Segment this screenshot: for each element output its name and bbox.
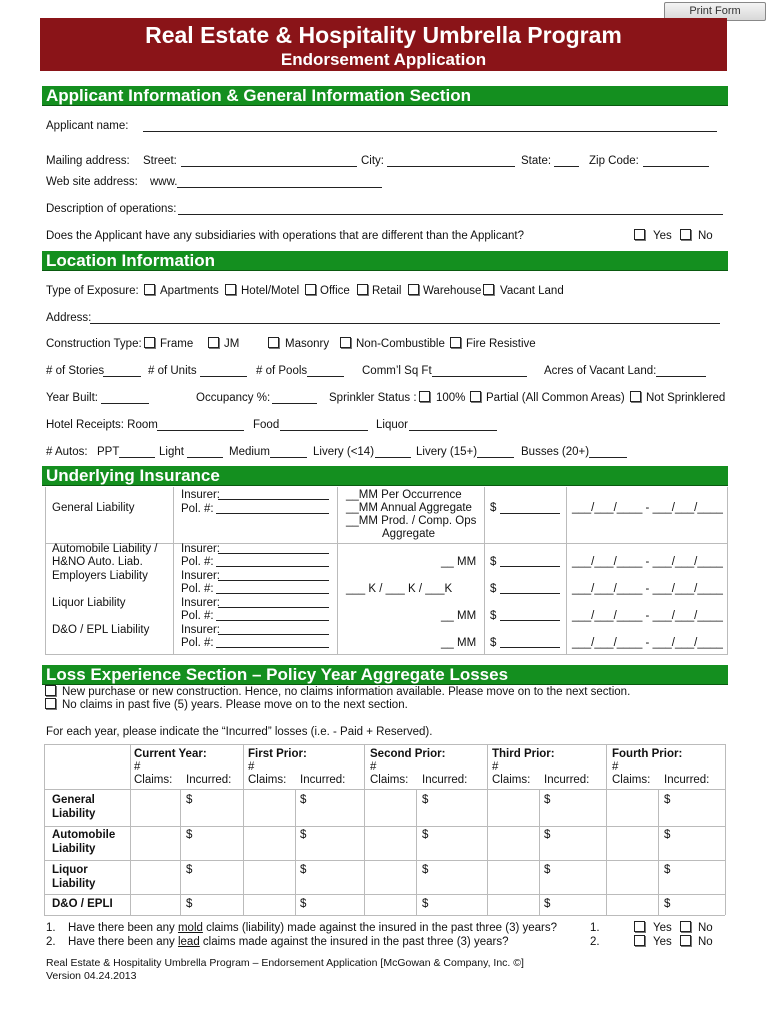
incurred-fourth: Incurred: — [664, 774, 710, 786]
apartments-label: Apartments — [160, 285, 219, 297]
loss-row-gl-1: General — [52, 794, 95, 806]
el-limit[interactable]: ___ K / ___ K / ___K — [346, 583, 453, 595]
livery14-label: Livery (<14) — [313, 446, 375, 458]
website-field[interactable] — [177, 178, 382, 188]
city-label: City: — [361, 155, 384, 167]
sprinkler-label: Sprinkler Status : — [329, 392, 417, 404]
gl-incurred-third[interactable]: $ — [544, 794, 551, 806]
incurred-second: Incurred: — [422, 774, 468, 786]
do-incurred-fourth[interactable]: $ — [664, 898, 671, 910]
gl-incurred-second[interactable]: $ — [422, 794, 429, 806]
no-claims-label: No claims in past five (5) years. Please move on to the next section. — [62, 699, 408, 711]
q2-pre: Have there been any — [68, 936, 178, 948]
auto-incurred-current[interactable]: $ — [186, 829, 193, 841]
header-banner — [40, 18, 727, 71]
footer-version: Version 04.24.2013 — [46, 970, 137, 982]
description-label: Description of operations: — [46, 203, 177, 215]
state-field[interactable] — [554, 157, 579, 167]
units-label: # of Units — [148, 365, 197, 377]
mailing-address-label: Mailing address: — [46, 155, 130, 167]
auto-premium-field[interactable] — [500, 557, 560, 567]
print-form-button[interactable]: Print Form — [664, 2, 766, 21]
liquor-dates[interactable]: ___/___/____ - ___/___/____ — [572, 610, 723, 622]
auto-limit[interactable]: __ MM — [441, 556, 477, 568]
livery14-field[interactable] — [375, 448, 411, 458]
liquor-incurred-third[interactable]: $ — [544, 864, 551, 876]
footer-line1: Real Estate & Hospitality Umbrella Program – Endorsement Application [McGowan & Company, Inc. ©] — [46, 957, 524, 969]
auto-name-1: Automobile Liability / — [52, 543, 158, 555]
year-fourth: Fourth Prior: — [612, 748, 683, 760]
gl-pol-field[interactable] — [216, 504, 329, 514]
hash-fourth: # — [612, 761, 619, 773]
hash-first: # — [248, 761, 255, 773]
light-field[interactable] — [187, 448, 223, 458]
year-second: Second Prior: — [370, 748, 446, 760]
incurred-current: Incurred: — [186, 774, 232, 786]
liquor-insurer-field[interactable] — [218, 598, 329, 608]
loss-instruction: For each year, please indicate the “Incurred” losses (i.e. - Paid + Reserved). — [46, 726, 433, 738]
livery15-label: Livery (15+) — [416, 446, 478, 458]
address-label: Address: — [46, 312, 92, 324]
fire-resistive-checkbox[interactable] — [450, 337, 461, 348]
q1-key: mold — [177, 922, 203, 934]
hash-second: # — [370, 761, 377, 773]
sprinkler-100-label: 100% — [436, 392, 466, 404]
claims-first: Claims: — [248, 774, 287, 786]
do-incurred-second[interactable]: $ — [422, 898, 429, 910]
subsidiaries-no-checkbox[interactable] — [680, 229, 691, 240]
claims-second: Claims: — [370, 774, 409, 786]
do-dates[interactable]: ___/___/____ - ___/___/____ — [572, 637, 723, 649]
warehouse-checkbox[interactable] — [408, 284, 419, 295]
sqft-field[interactable] — [432, 367, 527, 377]
liquor-incurred-current[interactable]: $ — [186, 864, 193, 876]
units-field[interactable] — [200, 367, 247, 377]
do-insurer-field[interactable] — [218, 625, 329, 635]
applicant-name-label: Applicant name: — [46, 120, 129, 132]
yes-label: Yes — [653, 230, 672, 242]
sprinkler-none-checkbox[interactable] — [630, 391, 641, 402]
website-label: Web site address: — [46, 176, 138, 188]
frame-checkbox[interactable] — [144, 337, 155, 348]
autos-label: # Autos: — [46, 446, 88, 458]
ppt-field[interactable] — [119, 448, 155, 458]
do-incurred-first[interactable]: $ — [300, 898, 307, 910]
q1-yes-checkbox[interactable] — [634, 921, 645, 932]
q2-yes-label: Yes — [653, 936, 672, 948]
gl-incurred-current[interactable]: $ — [186, 794, 193, 806]
city-field[interactable] — [387, 157, 515, 167]
acres-field[interactable] — [656, 367, 706, 377]
auto-dates[interactable]: ___/___/____ - ___/___/____ — [572, 556, 723, 568]
q1-no-checkbox[interactable] — [680, 921, 691, 932]
auto-premium-dollar: $ — [490, 556, 497, 568]
claims-fourth: Claims: — [612, 774, 651, 786]
hotel-checkbox[interactable] — [225, 284, 236, 295]
auto-name-2: H&NO Auto. Liab. — [52, 556, 143, 568]
form-subtitle: Endorsement Application — [280, 50, 487, 69]
light-label: Light — [159, 446, 184, 458]
loss-row-do: D&O / EPLI — [52, 898, 113, 910]
gl-insurer-label: Insurer: — [181, 489, 220, 501]
pools-label: # of Pools — [256, 365, 308, 377]
section-applicant: Applicant Information & General Information Section — [42, 86, 728, 106]
auto-pol-label: Pol. #: — [181, 556, 214, 568]
q1-number: 1. — [46, 922, 56, 934]
auto-incurred-first[interactable]: $ — [300, 829, 307, 841]
do-pol-field[interactable] — [216, 638, 329, 648]
pools-field[interactable] — [307, 367, 344, 377]
applicant-name-field[interactable] — [143, 122, 717, 132]
sprinkler-partial-label: Partial (All Common Areas) — [486, 392, 625, 404]
q2-number-right: 2. — [590, 936, 600, 948]
gl-limit-occurrence: __MM Per Occurrence — [346, 489, 462, 501]
claims-current: Claims: — [134, 774, 173, 786]
section-underlying: Underlying Insurance — [42, 466, 728, 486]
liquor-limit[interactable]: __ MM — [441, 610, 477, 622]
el-dates[interactable]: ___/___/____ - ___/___/____ — [572, 583, 723, 595]
claims-third: Claims: — [492, 774, 531, 786]
hotel-label: Hotel/Motel — [241, 285, 300, 297]
gl-incurred-first[interactable]: $ — [300, 794, 307, 806]
do-pol-label: Pol. #: — [181, 637, 214, 649]
sprinkler-none-label: Not Sprinklered — [646, 392, 726, 404]
auto-pol-field[interactable] — [216, 557, 329, 567]
medium-field[interactable] — [270, 448, 307, 458]
el-name: Employers Liability — [52, 570, 148, 582]
office-checkbox[interactable] — [305, 284, 316, 295]
masonry-checkbox[interactable] — [268, 337, 279, 348]
sprinkler-100-checkbox[interactable] — [419, 391, 430, 402]
livery15-field[interactable] — [477, 448, 514, 458]
year-third: Third Prior: — [492, 748, 555, 760]
new-purchase-checkbox[interactable] — [45, 685, 56, 696]
q1-number-right: 1. — [590, 922, 600, 934]
q1-pre: Have there been any — [68, 922, 178, 934]
gl-name: General Liability — [52, 502, 135, 514]
auto-incurred-third[interactable]: $ — [544, 829, 551, 841]
q2-post: claims made against the insured in the past three (3) years? — [199, 936, 509, 948]
occupancy-field[interactable] — [272, 394, 317, 404]
gl-premium-dollar: $ — [490, 502, 497, 514]
liquor-premium-dollar: $ — [490, 610, 497, 622]
q1-no-label: No — [698, 922, 713, 934]
q1-text — [68, 922, 557, 934]
vacant-land-checkbox[interactable] — [483, 284, 494, 295]
q2-no-label: No — [698, 936, 713, 948]
loss-row-gl-2: Liability — [52, 807, 96, 820]
q2-text — [68, 936, 508, 948]
q2-key: lead — [177, 936, 200, 948]
gl-limit-aggregate: __MM Annual Aggregate — [346, 502, 472, 514]
frame-label: Frame — [160, 338, 194, 350]
year-current: Current Year: — [134, 748, 207, 760]
hotel-room-label: Hotel Receipts: Room — [46, 419, 158, 431]
masonry-label: Masonry — [285, 338, 330, 350]
office-label: Office — [320, 285, 350, 297]
liquor-name: Liquor Liability — [52, 597, 126, 609]
acres-label: Acres of Vacant Land: — [544, 365, 657, 377]
section-loss: Loss Experience Section – Policy Year Aggregate Losses — [42, 665, 728, 685]
hotel-room-field[interactable] — [157, 421, 244, 431]
liquor-incurred-second[interactable]: $ — [422, 864, 429, 876]
gl-limit-prod: __MM Prod. / Comp. Ops — [346, 515, 477, 527]
occupancy-label: Occupancy %: — [196, 392, 271, 404]
medium-label: Medium — [229, 446, 270, 458]
do-incurred-third[interactable]: $ — [544, 898, 551, 910]
q2-yes-checkbox[interactable] — [634, 935, 645, 946]
do-limit[interactable]: __ MM — [441, 637, 477, 649]
liquor-incurred-first[interactable]: $ — [300, 864, 307, 876]
el-premium-dollar: $ — [490, 583, 497, 595]
gl-dates[interactable]: ___/___/____ - ___/___/____ — [572, 502, 723, 514]
retail-checkbox[interactable] — [357, 284, 368, 295]
gl-limit-prod-agg: Aggregate — [382, 528, 436, 540]
construction-label: Construction Type: — [46, 338, 142, 350]
form-title: Real Estate & Hospitality Umbrella Program — [145, 22, 622, 48]
sprinkler-partial-checkbox[interactable] — [470, 391, 481, 402]
el-pol-label: Pol. #: — [181, 583, 214, 595]
website-prefix: www. — [150, 176, 178, 188]
q1-yes-label: Yes — [653, 922, 672, 934]
stories-field[interactable] — [103, 367, 141, 377]
warehouse-label: Warehouse — [423, 285, 482, 297]
auto-incurred-second[interactable]: $ — [422, 829, 429, 841]
do-premium-field[interactable] — [500, 638, 560, 648]
busses-label: Busses (20+) — [521, 446, 590, 458]
incurred-first: Incurred: — [300, 774, 346, 786]
food-field[interactable] — [280, 421, 368, 431]
do-premium-dollar: $ — [490, 637, 497, 649]
liquor-field[interactable] — [409, 421, 497, 431]
liquor-insurer-label: Insurer: — [181, 597, 220, 609]
q1-post: claims (liability) made against the insured in the past three (3) years? — [202, 922, 558, 934]
loss-row-auto-1: Automobile — [52, 829, 116, 841]
q2-number: 2. — [46, 936, 56, 948]
subsidiaries-question: Does the Applicant have any subsidiaries with operations that are different than the Applicant? — [46, 230, 524, 242]
hash-current: # — [134, 761, 141, 773]
el-premium-field[interactable] — [500, 584, 560, 594]
liquor-incurred-fourth[interactable]: $ — [664, 864, 671, 876]
non-combustible-checkbox[interactable] — [340, 337, 351, 348]
hash-third: # — [492, 761, 499, 773]
gl-pol-label: Pol. #: — [181, 503, 214, 515]
apartments-checkbox[interactable] — [144, 284, 155, 295]
liquor-pol-field[interactable] — [216, 611, 329, 621]
gl-incurred-fourth[interactable]: $ — [664, 794, 671, 806]
busses-field[interactable] — [589, 448, 627, 458]
exposure-label: Type of Exposure: — [46, 285, 139, 297]
loss-row-auto-2: Liability — [52, 842, 96, 855]
sqft-label: Comm’l Sq Ft — [362, 365, 432, 377]
do-insurer-label: Insurer: — [181, 624, 220, 636]
no-label: No — [698, 230, 713, 242]
address-field[interactable] — [90, 314, 720, 324]
incurred-third: Incurred: — [544, 774, 590, 786]
loss-row-liquor-1: Liquor — [52, 864, 88, 876]
no-claims-checkbox[interactable] — [45, 698, 56, 709]
street-label: Street: — [143, 155, 177, 167]
liquor-pol-label: Pol. #: — [181, 610, 214, 622]
el-insurer-field[interactable] — [218, 571, 329, 581]
loss-row-liquor-2: Liability — [52, 877, 96, 890]
do-incurred-current[interactable]: $ — [186, 898, 193, 910]
street-field[interactable] — [181, 157, 357, 167]
section-location: Location Information — [42, 251, 728, 271]
year-first: First Prior: — [248, 748, 307, 760]
gl-premium-field[interactable] — [500, 504, 560, 514]
jm-checkbox[interactable] — [208, 337, 219, 348]
auto-insurer-field[interactable] — [218, 544, 329, 554]
auto-insurer-label: Insurer: — [181, 543, 220, 555]
do-name: D&O / EPL Liability — [52, 624, 150, 636]
retail-label: Retail — [372, 285, 402, 297]
state-label: State: — [521, 155, 552, 167]
new-purchase-label: New purchase or new construction. Hence, no claims information available. Please move on to the next section. — [62, 686, 631, 698]
el-insurer-label: Insurer: — [181, 570, 220, 582]
non-combustible-label: Non-Combustible — [356, 338, 445, 350]
vacant-land-label: Vacant Land — [500, 285, 564, 297]
zip-field[interactable] — [643, 157, 709, 167]
subsidiaries-yes-checkbox[interactable] — [634, 229, 645, 240]
el-pol-field[interactable] — [216, 584, 329, 594]
food-label: Food — [253, 419, 280, 431]
description-field[interactable] — [178, 205, 723, 215]
year-built-label: Year Built: — [46, 392, 98, 404]
q2-no-checkbox[interactable] — [680, 935, 691, 946]
gl-insurer-field[interactable] — [218, 490, 329, 500]
fire-resistive-label: Fire Resistive — [466, 338, 536, 350]
ppt-label: PPT — [97, 446, 120, 458]
liquor-premium-field[interactable] — [500, 611, 560, 621]
stories-label: # of Stories — [46, 365, 105, 377]
liquor-label: Liquor — [376, 419, 408, 431]
jm-label: JM — [224, 338, 240, 350]
year-built-field[interactable] — [101, 394, 149, 404]
auto-incurred-fourth[interactable]: $ — [664, 829, 671, 841]
zip-label: Zip Code: — [589, 155, 639, 167]
